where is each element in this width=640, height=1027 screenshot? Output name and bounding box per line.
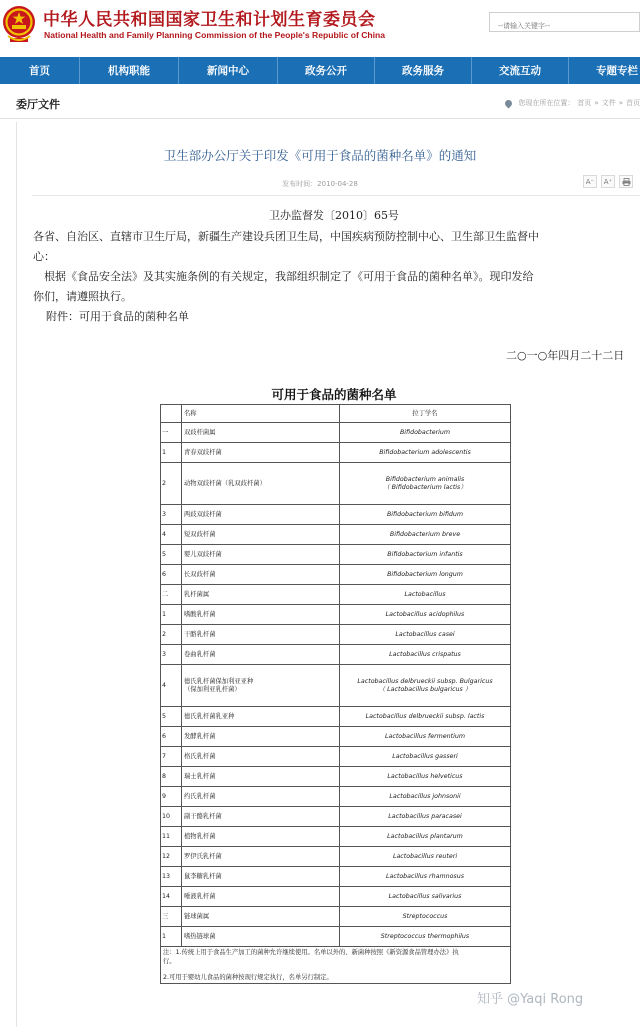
table-row bbox=[161, 505, 511, 525]
row-latin-cell bbox=[340, 827, 511, 847]
nav-item-services[interactable]: 政务服务 bbox=[375, 57, 472, 84]
latin-name: Lactobacillus gasseri bbox=[392, 752, 458, 760]
nav-item-home[interactable]: 首页 bbox=[0, 57, 80, 84]
row-name-cell bbox=[182, 443, 340, 463]
row-index: 三 bbox=[161, 907, 182, 927]
table-row bbox=[161, 525, 511, 545]
row-index: 5 bbox=[161, 707, 182, 727]
row-latin-cell bbox=[340, 645, 511, 665]
strain-name: 两歧双歧杆菌 bbox=[184, 510, 222, 518]
table-row bbox=[161, 565, 511, 585]
row-index: 6 bbox=[161, 565, 182, 585]
site-subtitle: National Health and Family Planning Commission of the People's Republic of China bbox=[44, 30, 386, 40]
latin-name: Bifidobacterium animalis bbox=[385, 476, 465, 484]
row-name-cell bbox=[182, 747, 340, 767]
note-line: 行。 bbox=[163, 958, 176, 966]
row-name-cell bbox=[182, 767, 340, 787]
strain-name: 卷曲乳杆菌 bbox=[184, 650, 216, 658]
row-latin-cell bbox=[340, 463, 511, 505]
table-row bbox=[161, 443, 511, 463]
row-index: 1 bbox=[161, 443, 182, 463]
national-emblem-icon bbox=[2, 4, 36, 44]
strain-name: 长双歧杆菌 bbox=[184, 570, 216, 578]
row-latin-cell bbox=[340, 443, 511, 463]
row-name-cell bbox=[182, 545, 340, 565]
strain-name: 瑞士乳杆菌 bbox=[184, 772, 216, 780]
strain-table bbox=[160, 404, 511, 984]
row-index: 8 bbox=[161, 767, 182, 787]
latin-name: Bifidobacterium breve bbox=[389, 530, 461, 538]
row-latin-cell bbox=[340, 727, 511, 747]
print-icon bbox=[622, 178, 631, 186]
row-index: 9 bbox=[161, 787, 182, 807]
site-title[interactable]: 中华人民共和国国家卫生和计划生育委员会 bbox=[43, 10, 376, 30]
row-latin-cell bbox=[340, 847, 511, 867]
row-latin-cell bbox=[340, 545, 511, 565]
table-row bbox=[161, 665, 511, 707]
search-input[interactable] bbox=[490, 17, 639, 35]
print-button[interactable] bbox=[619, 175, 633, 188]
strain-name: 短双歧杆菌 bbox=[184, 530, 216, 538]
latin-name: Streptococcus thermophilus bbox=[380, 932, 470, 940]
latin-name: Lactobacillus helveticus bbox=[387, 772, 463, 780]
strain-name: 双歧杆菌属 bbox=[184, 428, 216, 436]
latin-name: Lactobacillus crispatus bbox=[389, 650, 461, 658]
latin-name: Lactobacillus plantarum bbox=[387, 832, 463, 840]
table-row bbox=[161, 847, 511, 867]
meta-divider bbox=[32, 195, 640, 196]
strain-name: 罗伊氏乳杆菌 bbox=[184, 852, 222, 860]
article-title: 卫生部办公厅关于印发《可用于食品的菌种名单》的通知 bbox=[163, 148, 477, 163]
latin-name: Bifidobacterium longum bbox=[387, 570, 463, 578]
row-latin-cell bbox=[340, 787, 511, 807]
strain-name: 德氏乳杆菌保加利亚亚种 bbox=[184, 678, 254, 686]
row-name-cell bbox=[182, 605, 340, 625]
section-divider bbox=[0, 118, 640, 119]
row-index: 3 bbox=[161, 505, 182, 525]
row-latin-cell bbox=[340, 767, 511, 787]
row-index: 二 bbox=[161, 585, 182, 605]
strain-name: 嗜酸乳杆菌 bbox=[184, 610, 216, 618]
latin-name: Bifidobacterium bbox=[399, 428, 451, 436]
site-header bbox=[0, 0, 640, 56]
strain-name: 嗜热链球菌 bbox=[184, 932, 216, 940]
main-nav bbox=[0, 57, 640, 84]
row-name-cell bbox=[182, 707, 340, 727]
row-name-cell bbox=[182, 907, 340, 927]
row-name-cell bbox=[182, 727, 340, 747]
nav-item-institution[interactable]: 机构职能 bbox=[80, 57, 179, 84]
font-increase-button[interactable]: A⁺ bbox=[601, 175, 615, 188]
row-name-cell bbox=[182, 787, 340, 807]
table-row bbox=[161, 545, 511, 565]
strain-name: 副干酪乳杆菌 bbox=[184, 812, 222, 820]
latin-name: Lactobacillus paracasei bbox=[388, 812, 462, 820]
note-line: 注：1.传统上用于食品生产加工的菌种允许继续使用。名单以外的、新菌种按照《新资源食品管理办法》执 bbox=[163, 949, 459, 956]
latin-name: Lactobacillus acidophilus bbox=[385, 610, 465, 618]
row-name-cell bbox=[182, 847, 340, 867]
strain-name: 发酵乳杆菌 bbox=[184, 732, 216, 740]
row-latin-cell bbox=[340, 505, 511, 525]
table-row bbox=[161, 887, 511, 907]
table-row bbox=[161, 423, 511, 443]
latin-name: Lactobacillus bbox=[404, 590, 446, 598]
latin-name: Lactobacillus johnsonii bbox=[389, 792, 461, 800]
table-notes-row bbox=[161, 947, 511, 984]
row-name-cell bbox=[182, 423, 340, 443]
row-latin-cell bbox=[340, 907, 511, 927]
strain-name: 唾液乳杆菌 bbox=[184, 892, 216, 900]
breadcrumb-separator: » bbox=[618, 99, 623, 107]
row-index: 10 bbox=[161, 807, 182, 827]
table-header-row bbox=[161, 405, 511, 423]
latin-name: Streptococcus bbox=[402, 912, 448, 920]
strain-name: 动物双歧杆菌（乳双歧杆菌） bbox=[184, 479, 266, 487]
latin-name: （ Lactobacillus bulgaricus ） bbox=[378, 685, 472, 693]
row-index: 2 bbox=[161, 463, 182, 505]
row-index: 13 bbox=[161, 867, 182, 887]
doc-number: 卫办监督发〔2010〕65号 bbox=[269, 209, 399, 222]
row-latin-cell bbox=[340, 525, 511, 545]
strain-name: 婴儿双歧杆菌 bbox=[184, 550, 222, 558]
strain-name: 约氏乳杆菌 bbox=[184, 792, 216, 800]
zhihu-watermark: 知乎 @Yaqi Rong bbox=[477, 992, 584, 1007]
row-latin-cell bbox=[340, 565, 511, 585]
latin-name: Bifidobacterium bifidum bbox=[386, 510, 464, 518]
table-row bbox=[161, 625, 511, 645]
row-latin-cell bbox=[340, 665, 511, 707]
row-latin-cell bbox=[340, 927, 511, 947]
row-index: 4 bbox=[161, 525, 182, 545]
row-index: 11 bbox=[161, 827, 182, 847]
row-name-cell bbox=[182, 565, 340, 585]
table-row bbox=[161, 645, 511, 665]
section-title: 委厅文件 bbox=[16, 98, 60, 111]
strain-name: 干酪乳杆菌 bbox=[184, 630, 216, 638]
table-row bbox=[161, 867, 511, 887]
breadcrumb-link-last[interactable]: 首页 bbox=[626, 99, 640, 107]
table-notes bbox=[161, 947, 511, 984]
header-cell-index bbox=[161, 405, 182, 423]
row-latin-cell bbox=[340, 887, 511, 907]
row-index: 12 bbox=[161, 847, 182, 867]
publish-date: 发布时间：2010-04-28 bbox=[282, 180, 358, 188]
strain-name: 格氏乳杆菌 bbox=[184, 752, 216, 760]
row-name-cell bbox=[182, 463, 340, 505]
latin-name: Bifidobacterium adolescentis bbox=[379, 448, 471, 456]
note-line: 2.可用于婴幼儿食品的菌种按现行规定执行，名单另行制定。 bbox=[163, 973, 333, 981]
strain-name: 鼠李糖乳杆菌 bbox=[184, 872, 222, 880]
strain-name: 链球菌属 bbox=[184, 912, 210, 920]
row-latin-cell bbox=[340, 605, 511, 625]
row-name-cell bbox=[182, 625, 340, 645]
row-index: 4 bbox=[161, 665, 182, 707]
table-row bbox=[161, 605, 511, 625]
section-bar bbox=[0, 86, 640, 118]
table-row bbox=[161, 707, 511, 727]
row-name-cell bbox=[182, 807, 340, 827]
row-name-cell bbox=[182, 525, 340, 545]
breadcrumb-separator: » bbox=[594, 99, 599, 107]
row-latin-cell bbox=[340, 423, 511, 443]
nav-item-special-topics[interactable]: 专题专栏 bbox=[596, 65, 638, 77]
breadcrumb-prefix: 您现在所在位置： bbox=[518, 99, 575, 107]
table-row bbox=[161, 767, 511, 787]
latin-name: Lactobacillus salivarius bbox=[388, 892, 462, 900]
row-latin-cell bbox=[340, 747, 511, 767]
body-line-2: 你们，请遵照执行。 bbox=[33, 290, 132, 303]
breadcrumb bbox=[505, 98, 640, 108]
row-index: 14 bbox=[161, 887, 182, 907]
row-index: 7 bbox=[161, 747, 182, 767]
table-row bbox=[161, 787, 511, 807]
nav-item-interaction[interactable]: 交流互动 bbox=[472, 57, 569, 84]
latin-name: Lactobacillus delbrueckii subsp. Bulgaricus bbox=[357, 678, 493, 686]
row-name-cell bbox=[182, 665, 340, 707]
row-name-cell bbox=[182, 927, 340, 947]
latin-name: Lactobacillus reuteri bbox=[392, 852, 458, 860]
row-name-cell bbox=[182, 827, 340, 847]
row-latin-cell bbox=[340, 707, 511, 727]
row-name-cell bbox=[182, 585, 340, 605]
header-cell-name: 名称 bbox=[182, 405, 340, 423]
recipients-line-2: 心： bbox=[33, 250, 55, 263]
header-cell-latin: 拉丁学名 bbox=[340, 405, 511, 423]
recipients-line-1: 各省、自治区、直辖市卫生厅局，新疆生产建设兵团卫生局，中国疾病预防控制中心、卫生部卫生监督中 bbox=[33, 230, 539, 243]
row-index: 1 bbox=[161, 927, 182, 947]
nav-item-news[interactable]: 新闻中心 bbox=[179, 57, 278, 84]
row-index: 1 bbox=[161, 605, 182, 625]
row-latin-cell bbox=[340, 867, 511, 887]
latin-name: Lactobacillus delbrueckii subsp. lactis bbox=[365, 712, 485, 720]
table-row bbox=[161, 927, 511, 947]
row-name-cell bbox=[182, 867, 340, 887]
location-pin-icon bbox=[504, 98, 514, 108]
breadcrumb-link-home[interactable]: 首页 bbox=[577, 99, 592, 107]
strain-name: 乳杆菌属 bbox=[184, 590, 210, 598]
strain-name: 植物乳杆菌 bbox=[184, 832, 216, 840]
table-row bbox=[161, 727, 511, 747]
table-row bbox=[161, 807, 511, 827]
body-line-1: 根据《食品安全法》及其实施条例的有关规定，我部组织制定了《可用于食品的菌种名单》。现印发给 bbox=[44, 270, 534, 283]
latin-name: Lactobacillus fermentium bbox=[384, 732, 465, 740]
article-tools bbox=[583, 175, 633, 188]
font-decrease-button[interactable]: A⁻ bbox=[583, 175, 597, 188]
row-name-cell bbox=[182, 887, 340, 907]
table-row bbox=[161, 585, 511, 605]
table-row bbox=[161, 463, 511, 505]
row-index: 2 bbox=[161, 625, 182, 645]
strain-name: 德氏乳杆菌乳亚种 bbox=[184, 712, 235, 720]
latin-name: Lactobacillus casei bbox=[395, 630, 455, 638]
strain-name: 青春双歧杆菌 bbox=[184, 448, 222, 456]
row-latin-cell bbox=[340, 585, 511, 605]
row-index: 6 bbox=[161, 727, 182, 747]
row-name-cell bbox=[182, 505, 340, 525]
table-row bbox=[161, 827, 511, 847]
latin-name: Lactobacillus rhamnosus bbox=[386, 872, 464, 880]
signed-date: 二○一○年四月二十二日 bbox=[506, 349, 625, 362]
attachment-line: 附件：可用于食品的菌种名单 bbox=[46, 310, 189, 323]
strain-name: （保加利亚乳杆菌） bbox=[184, 685, 241, 693]
table-title: 可用于食品的菌种名单 bbox=[271, 387, 397, 402]
latin-name: （ Bifidobacterium lactis） bbox=[383, 483, 467, 491]
row-name-cell bbox=[182, 645, 340, 665]
row-latin-cell bbox=[340, 807, 511, 827]
row-index: 一 bbox=[161, 423, 182, 443]
table-row bbox=[161, 907, 511, 927]
row-index: 3 bbox=[161, 645, 182, 665]
search-box[interactable] bbox=[489, 12, 640, 32]
row-index: 5 bbox=[161, 545, 182, 565]
table-row bbox=[161, 747, 511, 767]
latin-name: Bifidobacterium infantis bbox=[387, 550, 463, 558]
nav-item-government-affairs[interactable]: 政务公开 bbox=[278, 57, 375, 84]
row-latin-cell bbox=[340, 625, 511, 645]
breadcrumb-link-docs[interactable]: 文件 bbox=[601, 99, 616, 107]
